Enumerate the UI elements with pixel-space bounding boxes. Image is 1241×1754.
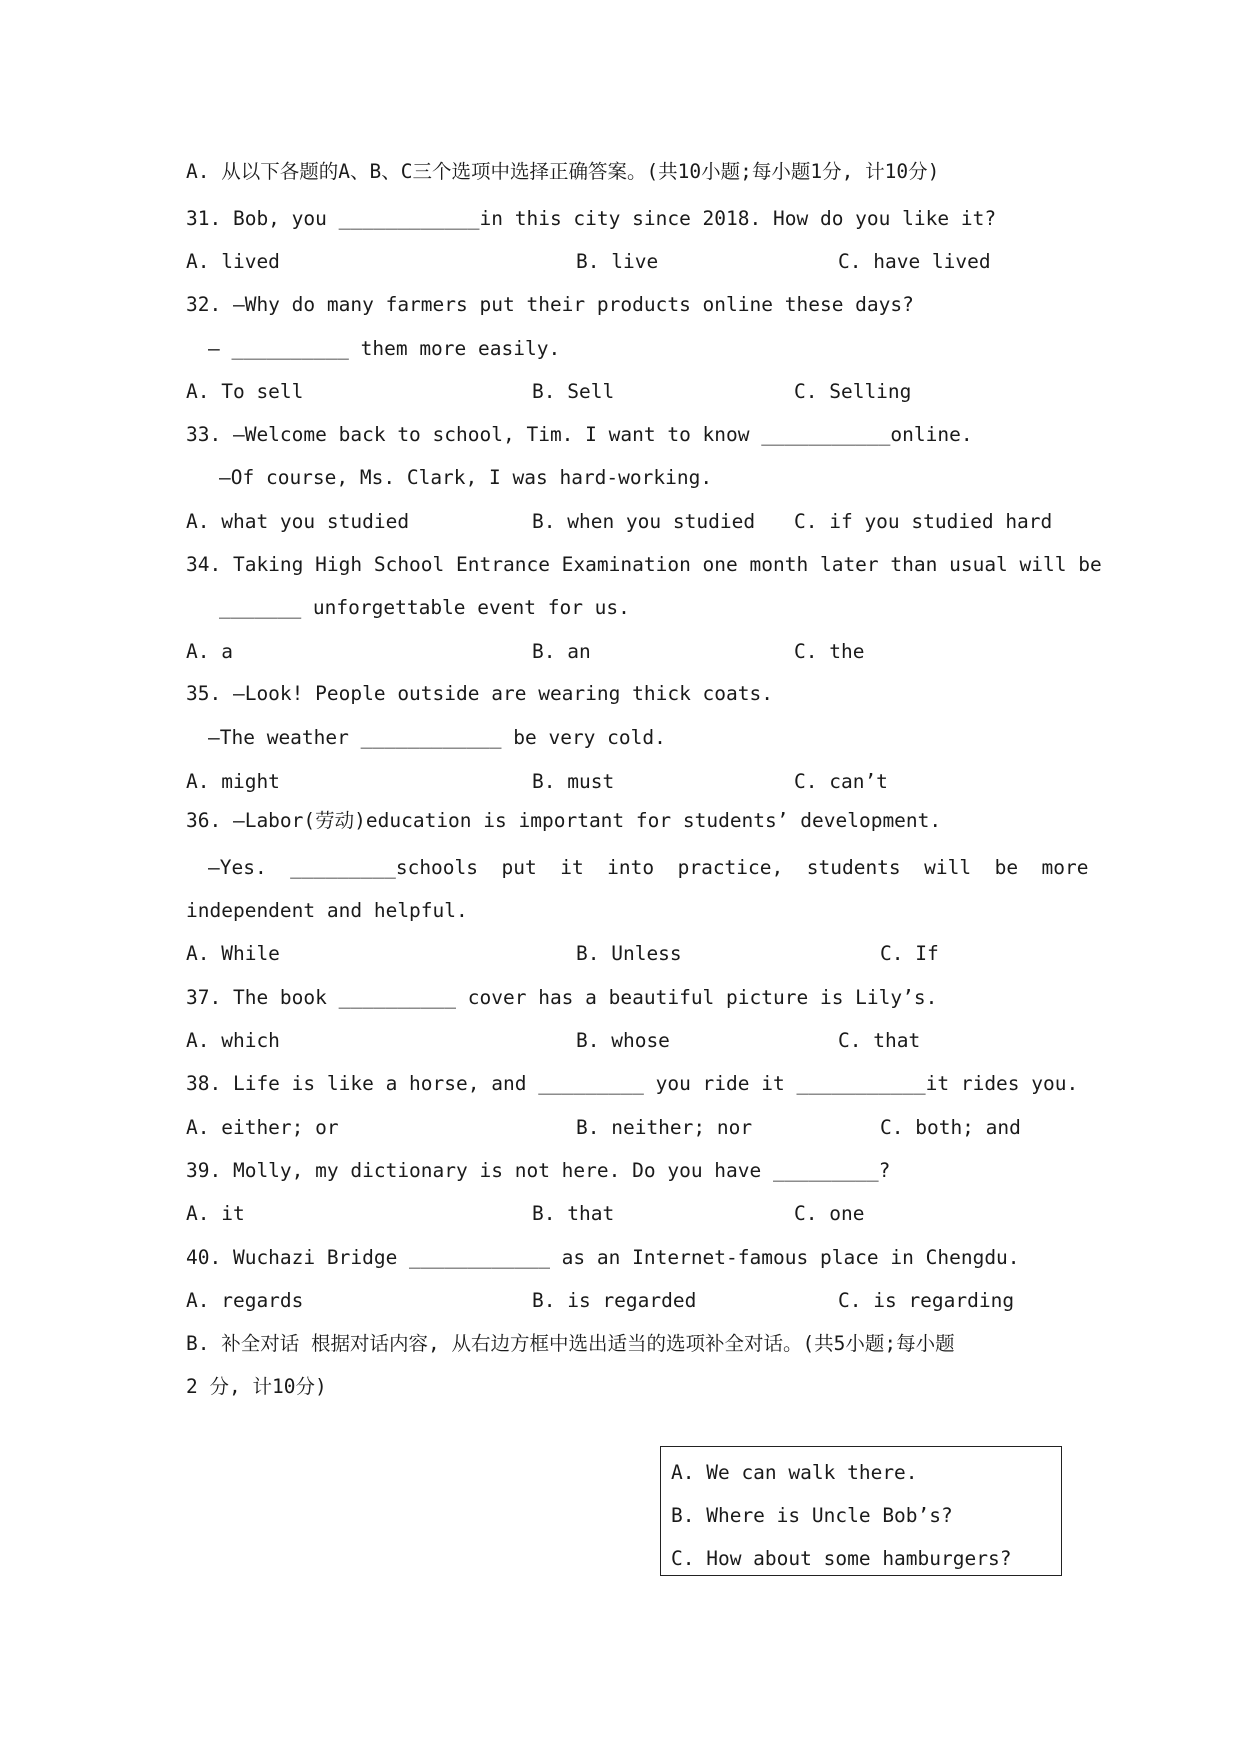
q33-option-b: B. when you studied (532, 510, 756, 533)
question-31: 31. Bob, you ____________in this city since 2018. How do you like it? (186, 207, 997, 230)
box-option-b: B. Where is Uncle Bob’s? (671, 1504, 953, 1527)
box-option-c: C. How about some hamburgers? (671, 1547, 1012, 1570)
question-36-continuation: independent and helpful. (186, 899, 468, 922)
q38-option-a: A. either; or (186, 1116, 339, 1139)
q36-option-c: C. If (880, 942, 939, 965)
question-36: 36. —Labor(劳动)education is important for students’ development. (186, 809, 942, 832)
q33-option-c: C. if you studied hard (794, 510, 1053, 533)
q31-option-c: C. have lived (838, 250, 991, 273)
q40-option-b: B. is regarded (532, 1289, 697, 1312)
q32-option-c: C. Selling (794, 380, 912, 403)
q36-option-b: B. Unless (576, 942, 682, 965)
question-36-answer-line: —Yes. _________schools put it into practice, students will be more (208, 856, 1089, 879)
q31-option-b: B. live (576, 250, 659, 273)
question-35: 35. —Look! People outside are wearing thick coats. (186, 682, 773, 705)
q37-option-c: C. that (838, 1029, 921, 1052)
q34-option-b: B. an (532, 640, 591, 663)
question-33: 33. —Welcome back to school, Tim. I want to know ___________online. (186, 423, 973, 446)
question-32-answer-line: — __________ them more easily. (208, 337, 561, 360)
q39-option-c: C. one (794, 1202, 865, 1225)
question-33-answer-line: —Of course, Ms. Clark, I was hard-working. (219, 466, 713, 489)
q40-option-c: C. is regarding (838, 1289, 1015, 1312)
q31-option-a: A. lived (186, 250, 280, 273)
question-38: 38. Life is like a horse, and _________ you ride it ___________it rides you. (186, 1072, 1079, 1095)
question-37: 37. The book __________ cover has a beautiful picture is Lily’s. (186, 986, 938, 1009)
question-40: 40. Wuchazi Bridge ____________ as an Internet-famous place in Chengdu. (186, 1246, 1020, 1269)
question-39: 39. Molly, my dictionary is not here. Do you have _________? (186, 1159, 891, 1182)
box-option-a: A. We can walk there. (671, 1461, 918, 1484)
q40-option-a: A. regards (186, 1289, 304, 1312)
q34-option-a: A. a (186, 640, 233, 663)
q38-option-b: B. neither; nor (576, 1116, 753, 1139)
q36-option-a: A. While (186, 942, 280, 965)
question-34-continuation: _______ unforgettable event for us. (219, 596, 630, 619)
question-35-answer-line: —The weather ____________ be very cold. (208, 726, 666, 749)
q37-option-a: A. which (186, 1029, 280, 1052)
q35-option-a: A. might (186, 770, 280, 793)
q38-option-c: C. both; and (880, 1116, 1021, 1139)
section-b-header: B. 补全对话 根据对话内容, 从右边方框中选出适当的选项补全对话。(共5小题;每小题 (186, 1332, 955, 1355)
q34-option-c: C. the (794, 640, 865, 663)
q39-option-a: A. it (186, 1202, 245, 1225)
q32-option-a: A. To sell (186, 380, 304, 403)
question-34: 34. Taking High School Entrance Examination one month later than usual will be (186, 553, 1102, 576)
q32-option-b: B. Sell (532, 380, 615, 403)
section-b-header-continuation: 2 分, 计10分) (186, 1375, 327, 1398)
q35-option-c: C. can’t (794, 770, 888, 793)
question-32: 32. —Why do many farmers put their products online these days? (186, 293, 914, 316)
q35-option-b: B. must (532, 770, 615, 793)
q39-option-b: B. that (532, 1202, 615, 1225)
section-a-header: A. 从以下各题的A、B、C三个选项中选择正确答案。(共10小题;每小题1分, 计10分) (186, 160, 940, 183)
q37-option-b: B. whose (576, 1029, 670, 1052)
q33-option-a: A. what you studied (186, 510, 410, 533)
options-box (660, 1446, 1062, 1576)
